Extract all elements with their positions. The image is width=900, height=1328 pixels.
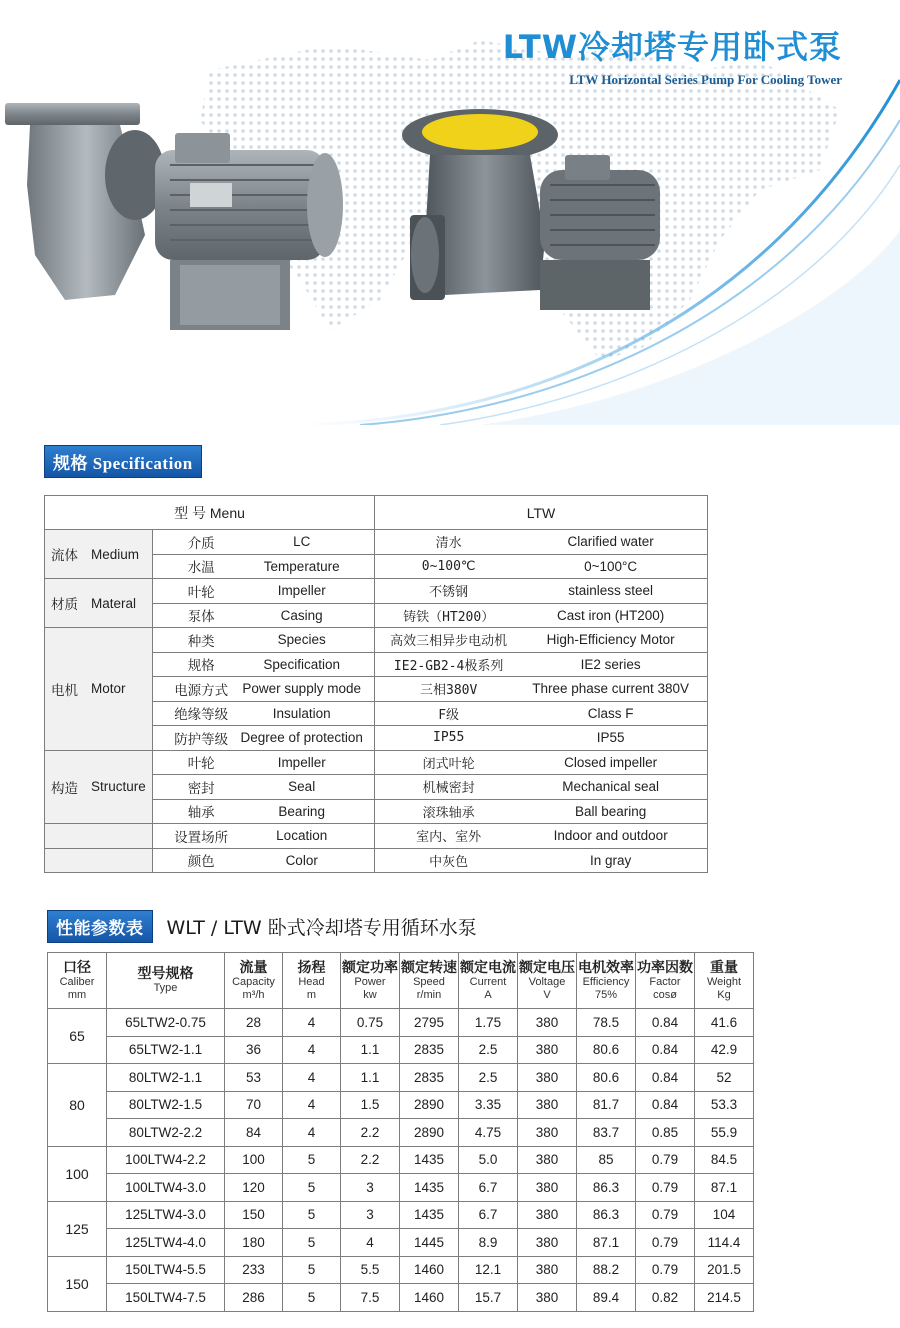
spec-item-en: Impeller xyxy=(277,754,326,770)
perf-cell: 89.4 xyxy=(577,1284,636,1312)
perf-row xyxy=(48,1119,754,1147)
spec-value-en: In gray xyxy=(590,852,632,868)
perf-cell: 125LTW4-4.0 xyxy=(107,1229,225,1257)
perf-col-en: Factor xyxy=(649,975,681,988)
perf-cell: 1435 xyxy=(400,1146,459,1174)
perf-cell: 114.4 xyxy=(695,1229,754,1257)
spec-value-zh: 中灰色 xyxy=(429,854,469,870)
spec-item-cell xyxy=(153,799,375,824)
perf-col-zh: 功率因数 xyxy=(637,959,693,976)
spec-group-cell xyxy=(45,750,153,824)
spec-value-en: Indoor and outdoor xyxy=(553,828,668,844)
perf-cell: 4.75 xyxy=(459,1119,518,1147)
spec-item-cell xyxy=(153,603,375,628)
spec-value-cell xyxy=(375,750,708,775)
perf-cell: 120 xyxy=(225,1174,283,1202)
perf-cell: 5 xyxy=(283,1201,341,1229)
perf-cell: 0.82 xyxy=(636,1284,695,1312)
perf-cell: 88.2 xyxy=(577,1256,636,1284)
perf-cell: 53.3 xyxy=(695,1091,754,1119)
perf-cell: 5 xyxy=(283,1284,341,1312)
spec-value-zh: 三相380V xyxy=(420,683,478,699)
perf-caliber-cell: 100 xyxy=(48,1146,107,1201)
title-zh: LTW冷却塔专用卧式泵 xyxy=(502,28,842,66)
perf-cell: 4 xyxy=(283,1091,341,1119)
spec-group-en: Materal xyxy=(91,595,137,611)
spec-value-zh: F级 xyxy=(438,707,460,723)
spec-table xyxy=(44,495,708,873)
perf-col-en: Current xyxy=(469,975,507,988)
perf-row xyxy=(48,1229,754,1257)
perf-cell: 150LTW4-5.5 xyxy=(107,1256,225,1284)
spec-row xyxy=(45,824,708,849)
spec-value-cell xyxy=(375,554,708,579)
perf-col-unit: cosø xyxy=(653,988,677,1001)
spec-item-cell xyxy=(153,726,375,751)
perf-cell: 52 xyxy=(695,1064,754,1092)
spec-item-en: Species xyxy=(277,632,326,648)
perf-col-header xyxy=(459,953,518,1009)
spec-item-zh: 规格 xyxy=(187,658,215,674)
perf-cell: 53 xyxy=(225,1064,283,1092)
perf-cell: 3.35 xyxy=(459,1091,518,1119)
perf-cell: 5 xyxy=(283,1229,341,1257)
perf-row xyxy=(48,1256,754,1284)
spec-item-cell xyxy=(153,775,375,800)
perf-row xyxy=(48,1009,754,1037)
perf-cell: 15.7 xyxy=(459,1284,518,1312)
spec-value-en: stainless steel xyxy=(568,583,654,599)
perf-cell: 2835 xyxy=(400,1036,459,1064)
spec-value-zh: 闭式叶轮 xyxy=(422,756,475,772)
spec-value-en: Clarified water xyxy=(567,534,654,550)
perf-cell: 12.1 xyxy=(459,1256,518,1284)
spec-item-cell xyxy=(153,750,375,775)
perf-cell: 0.75 xyxy=(341,1009,400,1037)
performance-table xyxy=(47,952,754,1312)
perf-col-zh: 电机效率 xyxy=(578,959,634,976)
perf-cell: 85 xyxy=(577,1146,636,1174)
perf-col-en: Speed xyxy=(413,975,445,988)
spec-group-cell xyxy=(45,579,153,628)
perf-col-header xyxy=(577,953,636,1009)
spec-item-cell xyxy=(153,530,375,555)
perf-col-header xyxy=(400,953,459,1009)
perf-cell: 4 xyxy=(283,1036,341,1064)
spec-value-zh: 不锈钢 xyxy=(429,585,469,601)
perf-cell: 125LTW4-3.0 xyxy=(107,1201,225,1229)
perf-row xyxy=(48,1201,754,1229)
spec-item-cell xyxy=(153,824,375,849)
perf-cell: 6.7 xyxy=(459,1201,518,1229)
spec-item-cell xyxy=(153,554,375,579)
perf-cell: 0.84 xyxy=(636,1036,695,1064)
perf-col-header xyxy=(695,953,754,1009)
perf-cell: 55.9 xyxy=(695,1119,754,1147)
spec-row xyxy=(45,750,708,775)
perf-cell: 2890 xyxy=(400,1119,459,1147)
spec-item-en: Location xyxy=(276,828,328,844)
perf-cell: 87.1 xyxy=(695,1174,754,1202)
perf-cell: 41.6 xyxy=(695,1009,754,1037)
perf-caliber-cell: 125 xyxy=(48,1201,107,1256)
perf-caliber-cell: 150 xyxy=(48,1256,107,1311)
spec-item-en: Color xyxy=(285,852,318,868)
perf-cell: 65LTW2-1.1 xyxy=(107,1036,225,1064)
spec-group-en: Motor xyxy=(91,681,126,697)
spec-item-cell xyxy=(153,579,375,604)
perf-col-zh: 流量 xyxy=(239,959,268,976)
spec-value-zh: 铸铁（HT200） xyxy=(403,609,495,625)
perf-cell: 65LTW2-0.75 xyxy=(107,1009,225,1037)
perf-cell: 0.84 xyxy=(636,1064,695,1092)
spec-group-zh: 材质 xyxy=(51,597,78,612)
spec-value-zh: IE2-GB2-4极系列 xyxy=(393,658,504,674)
perf-col-en: Efficiency xyxy=(582,975,630,988)
perf-cell: 0.79 xyxy=(636,1146,695,1174)
spec-value-zh: 高效三相异步电动机 xyxy=(390,634,508,650)
perf-cell: 2795 xyxy=(400,1009,459,1037)
perf-cell: 380 xyxy=(518,1036,577,1064)
spec-value-cell xyxy=(375,579,708,604)
perf-col-zh: 额定电流 xyxy=(460,959,516,976)
spec-group-cell xyxy=(45,628,153,751)
perf-col-zh: 额定电压 xyxy=(519,959,575,976)
perf-cell: 3 xyxy=(341,1174,400,1202)
perf-cell: 1.1 xyxy=(341,1064,400,1092)
spec-group-cell xyxy=(45,848,153,873)
perf-cell: 7.5 xyxy=(341,1284,400,1312)
perf-row xyxy=(48,1284,754,1312)
spec-item-cell xyxy=(153,677,375,702)
perf-cell: 380 xyxy=(518,1174,577,1202)
perf-col-header xyxy=(283,953,341,1009)
perf-cell: 380 xyxy=(518,1064,577,1092)
spec-item-en: Casing xyxy=(280,607,323,623)
spec-value-en: Closed impeller xyxy=(564,754,658,770)
perf-col-zh: 额定转速 xyxy=(401,959,457,976)
perf-col-en: Power xyxy=(354,975,386,988)
perf-cell: 380 xyxy=(518,1201,577,1229)
perf-cell: 1.5 xyxy=(341,1091,400,1119)
perf-cell: 2835 xyxy=(400,1064,459,1092)
perf-row xyxy=(48,1064,754,1092)
perf-col-unit: m³/h xyxy=(242,988,265,1001)
spec-row xyxy=(45,628,708,653)
spec-badge: 规格 Specification xyxy=(44,445,202,478)
title-en: LTW Horizontal Series Pump For Cooling Tower xyxy=(569,72,842,87)
spec-item-zh: 设置场所 xyxy=(174,829,229,845)
perf-col-en: Head xyxy=(298,975,325,988)
perf-cell: 78.5 xyxy=(577,1009,636,1037)
perf-cell: 87.1 xyxy=(577,1229,636,1257)
spec-item-en: Degree of protection xyxy=(240,730,363,746)
spec-value-cell xyxy=(375,824,708,849)
spec-item-en: Impeller xyxy=(277,583,326,599)
spec-item-en: Bearing xyxy=(278,803,325,819)
perf-header-row xyxy=(48,953,754,1009)
spec-value-zh: IP55 xyxy=(433,730,465,746)
perf-cell: 100LTW4-2.2 xyxy=(107,1146,225,1174)
perf-cell: 380 xyxy=(518,1256,577,1284)
spec-value-cell xyxy=(375,628,708,653)
spec-item-zh: 种类 xyxy=(187,633,215,649)
spec-item-zh: 轴承 xyxy=(187,805,215,821)
perf-col-unit: V xyxy=(543,988,551,1001)
perf-row xyxy=(48,1091,754,1119)
perf-cell: 5 xyxy=(283,1256,341,1284)
spec-item-cell xyxy=(153,628,375,653)
perf-badge: 性能参数表 xyxy=(47,910,153,943)
perf-cell: 380 xyxy=(518,1229,577,1257)
spec-value-zh: 0~100℃ xyxy=(421,558,476,574)
spec-header-menu: 型 号 Menu xyxy=(45,496,375,530)
hero-title xyxy=(503,22,842,88)
perf-cell: 86.3 xyxy=(577,1174,636,1202)
perf-cell: 150 xyxy=(225,1201,283,1229)
perf-col-en: Type xyxy=(153,982,178,994)
perf-col-unit: Kg xyxy=(717,988,731,1001)
perf-cell: 2.5 xyxy=(459,1036,518,1064)
perf-col-en: Weight xyxy=(706,975,742,988)
perf-cell: 0.84 xyxy=(636,1091,695,1119)
perf-cell: 36 xyxy=(225,1036,283,1064)
spec-group-en: Structure xyxy=(91,779,146,795)
perf-row xyxy=(48,1036,754,1064)
spec-group-cell xyxy=(45,530,153,579)
perf-col-en: Voltage xyxy=(528,975,566,988)
perf-col-unit: 75% xyxy=(594,988,618,1001)
perf-cell: 3 xyxy=(341,1201,400,1229)
perf-cell: 8.9 xyxy=(459,1229,518,1257)
spec-header-model: LTW xyxy=(375,496,708,530)
perf-cell: 4 xyxy=(283,1119,341,1147)
perf-cell: 100LTW4-3.0 xyxy=(107,1174,225,1202)
perf-cell: 80.6 xyxy=(577,1064,636,1092)
pump-image-left xyxy=(5,95,350,335)
perf-cell: 5 xyxy=(283,1146,341,1174)
perf-cell: 0.79 xyxy=(636,1201,695,1229)
perf-cell: 70 xyxy=(225,1091,283,1119)
perf-cell: 1435 xyxy=(400,1174,459,1202)
spec-value-en: Three phase current 380V xyxy=(532,681,690,697)
perf-col-header xyxy=(636,953,695,1009)
perf-cell: 380 xyxy=(518,1009,577,1037)
perf-col-unit: kw xyxy=(363,988,377,1001)
perf-cell: 1.75 xyxy=(459,1009,518,1037)
perf-cell: 80LTW2-2.2 xyxy=(107,1119,225,1147)
perf-cell: 380 xyxy=(518,1284,577,1312)
perf-col-header xyxy=(107,953,225,1009)
perf-cell: 84.5 xyxy=(695,1146,754,1174)
perf-cell: 0.79 xyxy=(636,1229,695,1257)
perf-cell: 2.5 xyxy=(459,1064,518,1092)
perf-caliber-cell: 80 xyxy=(48,1064,107,1147)
spec-item-en: Insulation xyxy=(272,705,331,721)
perf-col-unit: r/min xyxy=(416,988,442,1001)
perf-cell: 28 xyxy=(225,1009,283,1037)
perf-cell: 2.2 xyxy=(341,1119,400,1147)
spec-item-en: Seal xyxy=(288,779,316,795)
perf-cell: 6.7 xyxy=(459,1174,518,1202)
perf-cell: 5 xyxy=(283,1174,341,1202)
spec-item-zh: 密封 xyxy=(187,780,215,796)
perf-row xyxy=(48,1146,754,1174)
perf-col-header xyxy=(341,953,400,1009)
spec-heading xyxy=(44,445,202,478)
spec-header-row xyxy=(45,496,708,530)
perf-cell: 104 xyxy=(695,1201,754,1229)
spec-item-cell xyxy=(153,652,375,677)
spec-item-zh: 防护等级 xyxy=(174,731,229,747)
perf-col-zh: 扬程 xyxy=(297,959,326,976)
perf-cell: 380 xyxy=(518,1119,577,1147)
perf-cell: 81.7 xyxy=(577,1091,636,1119)
perf-col-unit: A xyxy=(484,988,492,1001)
spec-item-cell xyxy=(153,701,375,726)
perf-cell: 2.2 xyxy=(341,1146,400,1174)
spec-item-zh: 电源方式 xyxy=(174,682,229,698)
spec-value-en: 0~100°C xyxy=(584,558,638,574)
spec-item-en: Temperature xyxy=(263,558,340,574)
perf-col-header xyxy=(518,953,577,1009)
perf-title: WLT / LTW 卧式冷却塔专用循环水泵 xyxy=(166,917,477,939)
spec-item-en: Power supply mode xyxy=(242,681,361,697)
perf-cell: 42.9 xyxy=(695,1036,754,1064)
perf-col-zh: 型号规格 xyxy=(137,966,194,982)
hero-banner xyxy=(0,0,900,425)
spec-value-en: Mechanical seal xyxy=(562,779,660,795)
spec-group-cell xyxy=(45,824,153,849)
spec-value-cell xyxy=(375,775,708,800)
spec-value-zh: 滚珠轴承 xyxy=(422,805,475,821)
perf-cell: 4 xyxy=(283,1009,341,1037)
perf-cell: 1445 xyxy=(400,1229,459,1257)
perf-cell: 80LTW2-1.5 xyxy=(107,1091,225,1119)
perf-cell: 180 xyxy=(225,1229,283,1257)
perf-cell: 83.7 xyxy=(577,1119,636,1147)
spec-value-cell xyxy=(375,799,708,824)
perf-cell: 150LTW4-7.5 xyxy=(107,1284,225,1312)
perf-col-zh: 口径 xyxy=(63,959,91,976)
spec-row xyxy=(45,530,708,555)
spec-value-cell xyxy=(375,848,708,873)
perf-cell: 233 xyxy=(225,1256,283,1284)
spec-value-cell xyxy=(375,652,708,677)
spec-item-zh: 颜色 xyxy=(187,854,215,870)
spec-value-en: IP55 xyxy=(596,730,625,746)
perf-cell: 380 xyxy=(518,1091,577,1119)
perf-cell: 5.5 xyxy=(341,1256,400,1284)
spec-row xyxy=(45,579,708,604)
spec-value-en: IE2 series xyxy=(580,656,641,672)
perf-cell: 86.3 xyxy=(577,1201,636,1229)
spec-value-cell xyxy=(375,603,708,628)
spec-value-en: Cast iron (HT200) xyxy=(557,607,665,623)
spec-item-zh: 介质 xyxy=(187,535,215,551)
perf-heading xyxy=(47,910,477,943)
perf-col-zh: 重量 xyxy=(710,959,738,976)
spec-item-cell xyxy=(153,848,375,873)
spec-group-zh: 构造 xyxy=(51,780,78,796)
spec-item-zh: 水温 xyxy=(187,560,215,576)
perf-cell: 1460 xyxy=(400,1284,459,1312)
spec-item-zh: 叶轮 xyxy=(187,584,215,600)
perf-cell: 1435 xyxy=(400,1201,459,1229)
pump-image-right xyxy=(390,100,670,325)
spec-item-zh: 叶轮 xyxy=(187,756,215,772)
spec-value-zh: 室内、室外 xyxy=(416,830,482,846)
perf-cell: 1460 xyxy=(400,1256,459,1284)
perf-col-header xyxy=(48,953,107,1009)
perf-cell: 100 xyxy=(225,1146,283,1174)
perf-cell: 4 xyxy=(341,1229,400,1257)
spec-item-zh: 泵体 xyxy=(187,609,215,625)
spec-value-cell xyxy=(375,677,708,702)
spec-item-en: LC xyxy=(293,534,311,550)
perf-cell: 0.85 xyxy=(636,1119,695,1147)
perf-cell: 80.6 xyxy=(577,1036,636,1064)
spec-row xyxy=(45,848,708,873)
perf-cell: 201.5 xyxy=(695,1256,754,1284)
perf-cell: 84 xyxy=(225,1119,283,1147)
perf-col-zh: 额定功率 xyxy=(342,959,398,976)
perf-cell: 2890 xyxy=(400,1091,459,1119)
perf-caliber-cell: 65 xyxy=(48,1009,107,1064)
spec-item-en: Specification xyxy=(263,656,340,672)
perf-cell: 80LTW2-1.1 xyxy=(107,1064,225,1092)
perf-col-header xyxy=(225,953,283,1009)
spec-value-zh: 清水 xyxy=(435,536,462,552)
perf-cell: 1.1 xyxy=(341,1036,400,1064)
perf-cell: 214.5 xyxy=(695,1284,754,1312)
spec-value-cell xyxy=(375,726,708,751)
spec-value-en: Ball bearing xyxy=(575,803,647,819)
spec-value-en: Class F xyxy=(587,705,634,721)
perf-cell: 286 xyxy=(225,1284,283,1312)
perf-cell: 4 xyxy=(283,1064,341,1092)
perf-col-unit: mm xyxy=(67,988,87,1001)
perf-cell: 0.79 xyxy=(636,1174,695,1202)
spec-value-en: High-Efficiency Motor xyxy=(546,632,675,648)
perf-col-en: Caliber xyxy=(59,975,95,988)
spec-value-cell xyxy=(375,530,708,555)
spec-group-en: Medium xyxy=(91,546,140,562)
spec-value-cell xyxy=(375,701,708,726)
perf-cell: 5.0 xyxy=(459,1146,518,1174)
spec-group-zh: 电机 xyxy=(51,682,78,698)
perf-row xyxy=(48,1174,754,1202)
perf-cell: 0.84 xyxy=(636,1009,695,1037)
perf-col-unit: m xyxy=(306,988,317,1001)
perf-cell: 380 xyxy=(518,1146,577,1174)
spec-value-zh: 机械密封 xyxy=(422,781,475,797)
spec-item-zh: 绝缘等级 xyxy=(174,707,229,723)
perf-cell: 0.79 xyxy=(636,1256,695,1284)
perf-col-en: Capacity xyxy=(232,975,275,988)
spec-group-zh: 流体 xyxy=(51,548,78,563)
